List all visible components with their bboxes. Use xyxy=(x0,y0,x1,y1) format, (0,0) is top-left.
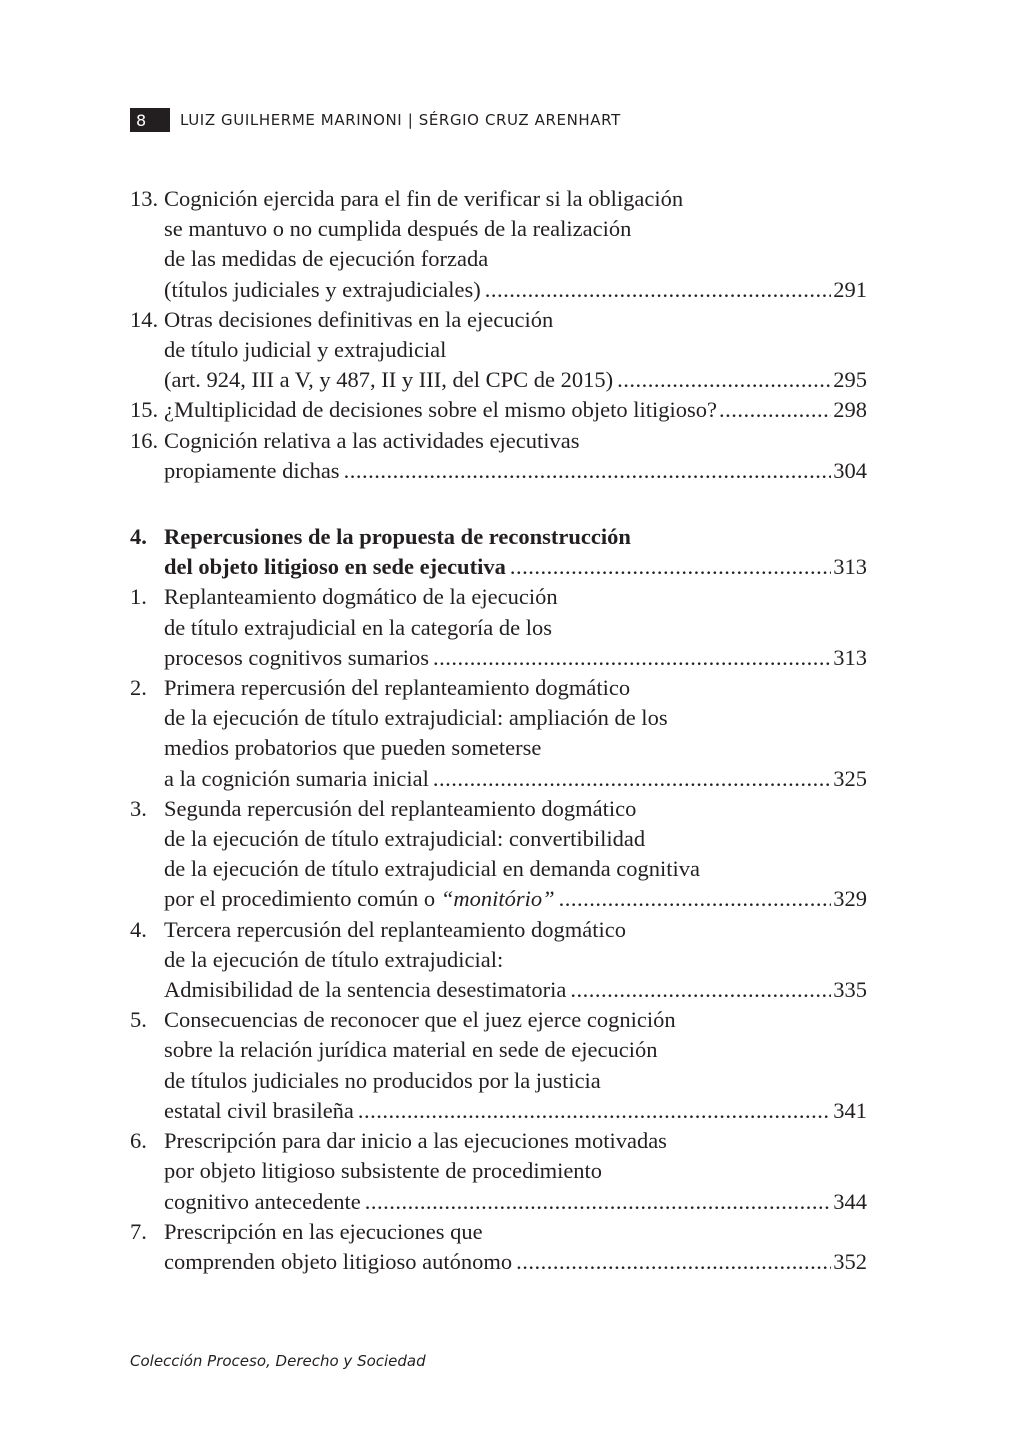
dot-leader xyxy=(485,275,831,305)
toc-entry-title-end: Admisibilidad de la sentencia desestimatoria xyxy=(164,977,567,1003)
toc-entry-line: Prescripción para dar inicio a las ejecuciones motivadas xyxy=(164,1128,667,1154)
toc-entry-line: medios probatorios que pueden someterse xyxy=(164,735,542,761)
toc-entry-page: 341 xyxy=(833,1097,867,1123)
toc-entry-line: Tercera repercusión del replanteamiento dogmático xyxy=(164,916,626,942)
toc-entry[interactable] xyxy=(130,794,867,915)
toc-chapter-title-line: Repercusiones de la propuesta de reconstrucción xyxy=(164,524,631,550)
toc-entry[interactable] xyxy=(130,582,867,673)
toc-entry-title-end: (art. 924, III a V, y 487, II y III, del CPC de 2015) xyxy=(164,367,614,393)
dot-leader xyxy=(719,395,831,425)
toc-entry-last-line xyxy=(164,643,867,673)
toc-chapter-number: 4. xyxy=(130,524,147,550)
toc-entry-title-end: ¿Multiplicidad de decisiones sobre el mismo objeto litigioso? xyxy=(164,397,718,423)
toc-entry-page: 298 xyxy=(833,397,867,423)
toc-entry[interactable] xyxy=(130,305,867,396)
toc-entry-line: de título extrajudicial en la categoría de los xyxy=(164,614,552,640)
toc-chapter-entry[interactable] xyxy=(130,522,867,582)
toc-entry[interactable] xyxy=(130,426,867,486)
toc-entry-last-line xyxy=(164,456,867,486)
toc-entry-title-end: estatal civil brasileña xyxy=(164,1097,354,1123)
toc-entry-page: 335 xyxy=(833,977,867,1003)
toc-entry-title-end xyxy=(164,884,555,914)
toc-entry-line: de la ejecución de título extrajudicial: ampliación de los xyxy=(164,705,668,731)
toc-entry-number: 2. xyxy=(130,675,147,701)
toc-entry-number: 13. xyxy=(130,186,159,211)
toc-entry-line: de título judicial y extrajudicial xyxy=(164,337,447,363)
toc-entry-number: 1. xyxy=(130,584,147,610)
dot-leader xyxy=(358,1096,831,1126)
toc-entry-number: 7. xyxy=(130,1218,147,1244)
table-of-contents xyxy=(130,184,867,1277)
toc-entry-page: 329 xyxy=(833,886,867,912)
toc-entry-last-line xyxy=(164,395,867,425)
dot-leader xyxy=(559,884,832,914)
toc-entry-page: 313 xyxy=(833,644,867,670)
toc-chapter-title-end: del objeto litigioso en sede ejecutiva xyxy=(164,554,506,580)
header-authors: LUIZ GUILHERME MARINONI | SÉRGIO CRUZ ARENHART xyxy=(180,111,621,129)
toc-entry-title-end-text: por el procedimiento común o xyxy=(164,886,436,912)
dot-leader xyxy=(510,552,831,582)
toc-entry-number: 5. xyxy=(130,1007,147,1033)
toc-entry-last-line xyxy=(164,552,867,582)
toc-entry-line: sobre la relación jurídica material en sede de ejecución xyxy=(164,1037,658,1063)
toc-entry-line: Cognición ejercida para el fin de verificar si la obligación xyxy=(164,186,684,211)
toc-entry-page: 344 xyxy=(833,1188,867,1214)
toc-entry-line: Otras decisiones definitivas en la ejecución xyxy=(164,306,554,332)
toc-entry-page: 352 xyxy=(833,1248,867,1274)
toc-entry-last-line xyxy=(164,275,867,305)
running-header xyxy=(130,108,621,132)
toc-entry-line: de las medidas de ejecución forzada xyxy=(164,246,489,272)
toc-entry-page: 313 xyxy=(833,554,867,580)
toc-entry-last-line xyxy=(164,365,867,395)
toc-entry-line: Replanteamiento dogmático de la ejecución xyxy=(164,584,558,610)
toc-entry[interactable] xyxy=(130,1005,867,1126)
dot-leader xyxy=(365,1187,831,1217)
toc-entry[interactable] xyxy=(130,915,867,1006)
toc-entry-title-end: propiamente dichas xyxy=(164,457,340,483)
toc-entry-line: Primera repercusión del replanteamiento dogmático xyxy=(164,675,631,701)
toc-entry-title-end: procesos cognitivos sumarios xyxy=(164,644,429,670)
toc-entry-line: por objeto litigioso subsistente de procedimiento xyxy=(164,1158,603,1184)
toc-entry-line: de la ejecución de título extrajudicial: xyxy=(164,946,504,972)
toc-entry-page: 325 xyxy=(833,765,867,791)
toc-entry-number: 4. xyxy=(130,916,147,942)
page-number: 8 xyxy=(130,108,170,132)
dot-leader xyxy=(570,975,831,1005)
toc-entry-line: de la ejecución de título extrajudicial: convertibilidad xyxy=(164,826,646,852)
toc-entry-page: 304 xyxy=(833,457,867,483)
toc-entry[interactable] xyxy=(130,1217,867,1277)
toc-entry-last-line xyxy=(164,1096,867,1126)
dot-leader xyxy=(344,456,832,486)
toc-entry[interactable] xyxy=(130,673,867,794)
dot-leader xyxy=(433,764,831,794)
dot-leader xyxy=(617,365,831,395)
toc-entry-last-line xyxy=(164,764,867,794)
toc-entry-last-line xyxy=(164,884,867,914)
toc-entry-number: 6. xyxy=(130,1128,147,1154)
dot-leader xyxy=(516,1247,831,1277)
dot-leader xyxy=(433,643,831,673)
toc-entry-line: Segunda repercusión del replanteamiento dogmático xyxy=(164,795,637,821)
footer-collection-title: Colección Proceso, Derecho y Sociedad xyxy=(130,1352,426,1370)
toc-entry-line: Cognición relativa a las actividades ejecutivas xyxy=(164,427,580,453)
toc-entry[interactable] xyxy=(130,395,867,425)
toc-entry-title-end: a la cognición sumaria inicial xyxy=(164,765,429,791)
toc-entry-line: Consecuencias de reconocer que el juez ejerce cognición xyxy=(164,1007,676,1033)
toc-entry-italic-term: “monitório” xyxy=(440,886,555,912)
toc-entry-line: de títulos judiciales no producidos por la justicia xyxy=(164,1067,601,1093)
toc-entry-last-line xyxy=(164,1187,867,1217)
toc-entry-line: de la ejecución de título extrajudicial en demanda cognitiva xyxy=(164,856,701,882)
section-gap xyxy=(130,486,867,522)
toc-entry[interactable] xyxy=(130,1126,867,1217)
toc-entry-number: 15. xyxy=(130,397,159,423)
toc-entry-line: se mantuvo o no cumplida después de la realización xyxy=(164,216,632,242)
toc-entry-last-line xyxy=(164,1247,867,1277)
toc-entry-title-end: (títulos judiciales y extrajudiciales) xyxy=(164,276,481,302)
toc-entry-number: 16. xyxy=(130,427,159,453)
toc-entry-line xyxy=(164,522,867,552)
toc-entry-line: Prescripción en las ejecuciones que xyxy=(164,1218,483,1244)
toc-entry-page: 291 xyxy=(833,276,867,302)
toc-entry-title-end: cognitivo antecedente xyxy=(164,1188,361,1214)
toc-entry-last-line xyxy=(164,975,867,1005)
toc-entry-number: 14. xyxy=(130,306,159,332)
toc-entry[interactable] xyxy=(130,184,867,305)
toc-entry-number: 3. xyxy=(130,795,147,821)
toc-entry-page: 295 xyxy=(833,367,867,393)
toc-entry-title-end: comprenden objeto litigioso autónomo xyxy=(164,1248,513,1274)
